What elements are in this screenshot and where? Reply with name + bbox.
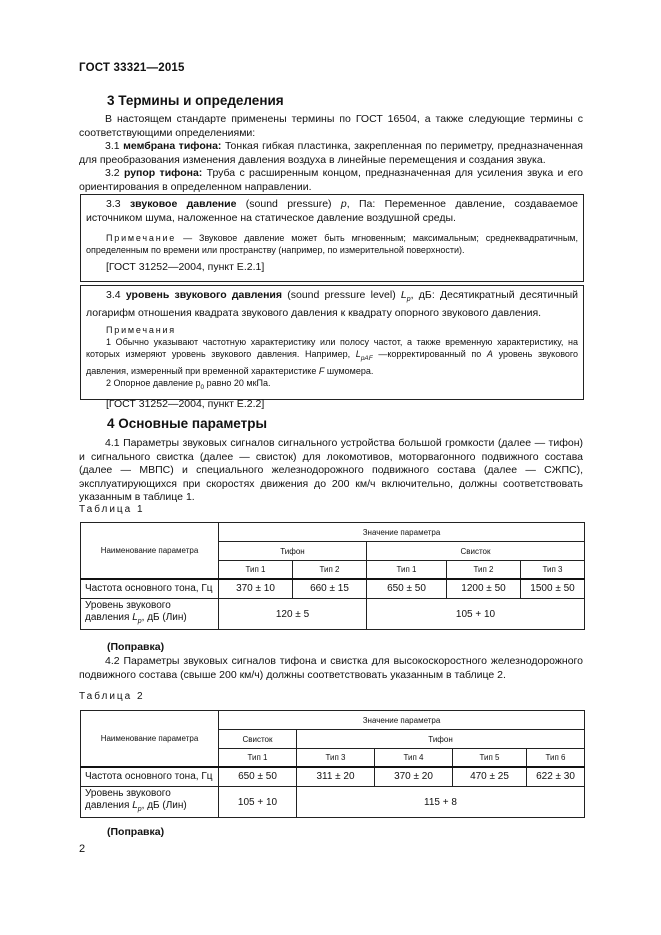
table-cell: 105 + 10 (367, 599, 585, 630)
table-2-row1-label: Частота основного тона, Гц (81, 767, 219, 787)
table-2-caption: Таблица 2 (79, 691, 145, 702)
table-2-param-header: Наименование параметра (81, 711, 219, 767)
term-3-3: 3.3 звуковое давление (sound pressure) p, Па: Переменное давление, создаваемое источником шума, наложенное на статическое давление воздушной среды. (86, 198, 579, 224)
table-1-type: Тип 1 (219, 561, 293, 579)
section-3-body (79, 113, 583, 194)
term-3-4-note-1: 1 Обычно указывают частотную характеристику или полосу частот, а также временную характеристику, на которых измеряют уровень звукового давления. Например, $L_{pAF}$ —корректированный по A уровень звукового давления, измеренный при временной характеристике F шумомера. (86, 337, 578, 376)
amendment-2: (Поправка) (107, 826, 165, 838)
table-2-type: Тип 4 (375, 749, 453, 767)
table-2-group-typhon: Тифон (297, 730, 585, 749)
table-1-type: Тип 1 (367, 561, 447, 579)
term-3-4-box (80, 285, 584, 410)
term-3-3-reference: [ГОСТ 31252—2004, пункт Е.2.1] (106, 261, 265, 273)
paragraph-4-1: 4.1 Параметры звуковых сигналов сигнального устройства большой громкости (далее — тифон) и сигнального свистка (далее — свисток) для локомотивов, моторвагонного подвижного состава (далее — МВПС) и специального железнодорожного подвижного состава (далее — СЖПС), эксплуатирующихся при скоростях движения до 200 км/ч включительно, должны соответствовать указанным в таблице 1. (79, 437, 583, 503)
table-cell: 120 ± 5 (219, 599, 367, 630)
table-2-type: Тип 5 (453, 749, 527, 767)
table-row (81, 787, 585, 818)
table-1-row2-label: Уровень звукового давления $L_p$, дБ (Лин) (81, 599, 219, 630)
table-2-row2-label: Уровень звукового давления $L_p$, дБ (Лин) (81, 787, 219, 818)
amendment-1: (Поправка) (107, 641, 165, 653)
table-cell: 470 ± 25 (453, 767, 527, 787)
table-cell: 370 ± 10 (219, 579, 293, 599)
table-1-group-typhon: Тифон (219, 542, 367, 561)
table-cell: 622 ± 30 (527, 767, 585, 787)
table-1-group-whistle: Свисток (367, 542, 585, 561)
table-cell: 650 ± 50 (367, 579, 447, 599)
term-3-4: 3.4 уровень звукового давления (sound pressure level) $L_p$, дБ: Десятикратный десятичный логарифм отношения квадрата звукового давления к квадрату опорного звукового давления. (86, 289, 579, 319)
term-3-1: 3.1 мембрана тифона: Тонкая гибкая пластинка, закрепленная по периметру, предназначенная для преобразования изменения давления воздуха в линейные перемещения и создания звука. (79, 140, 583, 166)
term-3-3-box (80, 194, 584, 282)
table-1-type: Тип 3 (521, 561, 585, 579)
table-2-type: Тип 6 (527, 749, 585, 767)
term-3-3-name: звуковое давление (129, 198, 237, 210)
table-cell: 650 ± 50 (219, 767, 297, 787)
table-cell: 660 ± 15 (293, 579, 367, 599)
term-3-4-reference: [ГОСТ 31252—2004, пункт Е.2.2] (106, 397, 265, 410)
term-3-4-note-2: 2 Опорное давление $p_0$ равно 20 мкПа. (106, 377, 271, 391)
table-1-param-header: Наименование параметра (81, 523, 219, 579)
table-cell: 370 ± 20 (375, 767, 453, 787)
document-header: ГОСТ 33321—2015 (79, 62, 185, 74)
table-2-type: Тип 1 (219, 749, 297, 767)
table-2-type: Тип 3 (297, 749, 375, 767)
section-4-title: 4 Основные параметры (107, 416, 268, 431)
table-cell: 105 + 10 (219, 787, 297, 818)
term-3-3-note: Примечание — Звуковое давление может быть мгновенным; максимальным; среднеквадратичным, определенным по времени или пространству (например, по измерительной поверхности). (86, 233, 578, 255)
table-2 (80, 710, 585, 818)
section-3-intro: В настоящем стандарте применены термины по ГОСТ 16504, а также следующие термины с соответствующими определениями: (79, 113, 583, 139)
term-3-2: 3.2 рупор тифона: Труба с расширенным концом, предназначенная для усиления звука и его ориентирования в определенном направлении. (79, 167, 583, 193)
table-cell: 311 ± 20 (297, 767, 375, 787)
table-2-group-whistle: Свисток (219, 730, 297, 749)
term-3-4-notes-label: Примечания (106, 325, 176, 336)
table-cell: 1200 ± 50 (447, 579, 521, 599)
table-1-type: Тип 2 (447, 561, 521, 579)
table-row (81, 599, 585, 630)
table-row (81, 767, 585, 787)
page-number: 2 (79, 843, 86, 855)
table-1-type: Тип 2 (293, 561, 367, 579)
table-cell: 115 + 8 (297, 787, 585, 818)
term-3-4-name: уровень звукового давления (125, 289, 283, 301)
section-3-title: 3 Термины и определения (107, 93, 284, 108)
table-1 (80, 522, 585, 630)
table-1-caption: Таблица 1 (79, 504, 145, 515)
table-2-value-header: Значение параметра (219, 711, 585, 730)
table-1-value-header: Значение параметра (219, 523, 585, 542)
table-row (81, 579, 585, 599)
table-1-row1-label: Частота основного тона, Гц (81, 579, 219, 599)
paragraph-4-2: 4.2 Параметры звуковых сигналов тифона и свистка для высокоскоростного железнодорожного подвижного состава (свыше 200 км/ч) должны соответствовать указанным в таблице 2. (79, 655, 583, 681)
term-3-2-name: рупор тифона: (123, 167, 203, 179)
table-cell: 1500 ± 50 (521, 579, 585, 599)
term-3-1-name: мембрана тифона: (123, 140, 222, 152)
